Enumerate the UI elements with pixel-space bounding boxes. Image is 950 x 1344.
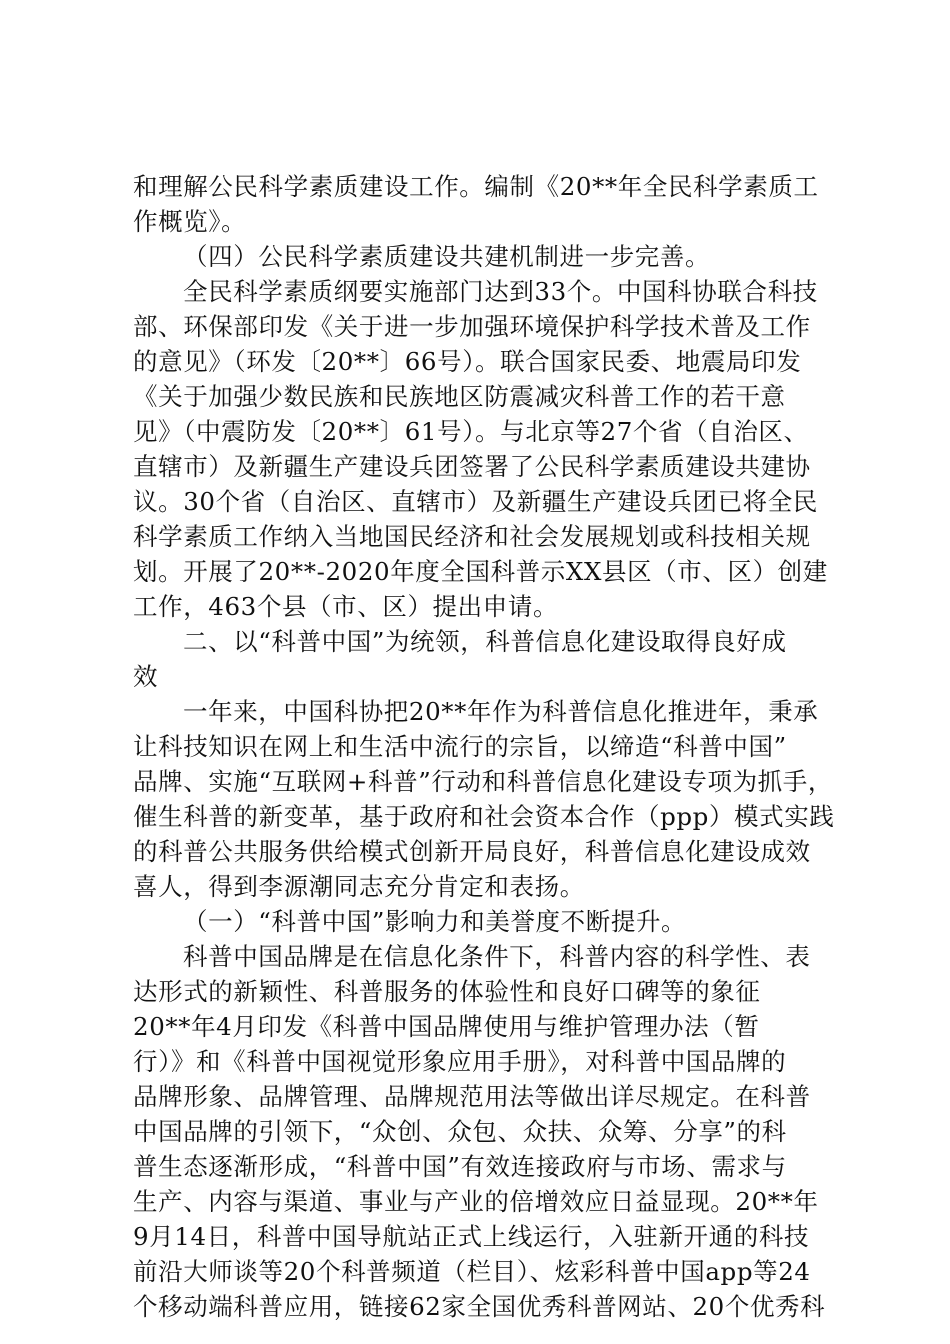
text-line: 科学素质工作纳入当地国民经济和社会发展规划或科技相关规 (133, 522, 811, 551)
section-heading: 效 (133, 662, 159, 691)
section-heading: （四）公民科学素质建设共建机制进一步完善。 (183, 242, 711, 271)
text-line: 前沿大师谈等20个科普频道（栏目）、炫彩科普中国app等24 (133, 1257, 811, 1286)
text-line: 9月14日，科普中国导航站正式上线运行，入驻新开通的科技 (133, 1222, 810, 1251)
text-line: 的科普公共服务供给模式创新开局良好，科普信息化建设成效 (133, 837, 811, 866)
text-line: 普生态逐渐形成，“科普中国”有效连接政府与市场、需求与 (133, 1152, 787, 1181)
text-line: 个移动端科普应用，链接62家全国优秀科普网站、20个优秀科 (133, 1292, 826, 1321)
text-line: 科普中国品牌是在信息化条件下，科普内容的科学性、表 (183, 942, 811, 971)
text-line: 全民科学素质纲要实施部门达到33个。中国科协联合科技 (183, 277, 818, 306)
text-line: 生产、内容与渠道、事业与产业的倍增效应日益显现。20**年 (133, 1187, 819, 1216)
text-line: 20**年4月印发《科普中国品牌使用与维护管理办法（暂 (133, 1012, 760, 1041)
text-line: 直辖市）及新疆生产建设兵团签署了公民科学素质建设共建协 (133, 452, 811, 481)
section-heading: 二、以“科普中国”为统领，科普信息化建设取得良好成 (183, 627, 787, 656)
text-line: 催生科普的新变革，基于政府和社会资本合作（ppp）模式实践 (133, 802, 835, 831)
text-line: 见》（中震防发〔20**〕61号）。与北京等27个省（自治区、 (133, 417, 809, 446)
text-line: 议。30个省（自治区、直辖市）及新疆生产建设兵团已将全民 (133, 487, 818, 516)
text-line: 作概览》。 (133, 207, 247, 236)
text-line: 行）》和《科普中国视觉形象应用手册》，对科普中国品牌的 (133, 1047, 787, 1076)
text-line: 中国品牌的引领下，“众创、众包、众扶、众筹、分享”的科 (133, 1117, 787, 1146)
text-line: 的意见》（环发〔20**〕66号）。联合国家民委、地震局印发 (133, 347, 802, 376)
text-line: 划。开展了20**-2020年度全国科普示XX县区（市、区）创建 (133, 557, 828, 586)
text-line: 达形式的新颖性、科普服务的体验性和良好口碑等的象征 (133, 977, 761, 1006)
text-line: 《关于加强少数民族和民族地区防震减灾科普工作的若干意 (133, 382, 786, 411)
text-line: 部、环保部印发《关于进一步加强环境保护科学技术普及工作 (133, 312, 811, 341)
text-line: 一年来，中国科协把20**年作为科普信息化推进年，秉承 (183, 697, 819, 726)
text-line: 让科技知识在网上和生活中流行的宗旨，以缔造“科普中国” (133, 732, 787, 761)
text-line: 品牌形象、品牌管理、品牌规范用法等做出详尽规定。在科普 (133, 1082, 811, 1111)
text-line: 品牌、实施“互联网+科普”行动和科普信息化建设专项为抓手， (133, 767, 833, 796)
section-heading: （一）“科普中国”影响力和美誉度不断提升。 (183, 907, 687, 936)
text-line: 工作，463个县（市、区）提出申请。 (133, 592, 559, 621)
text-line: 喜人，得到李源潮同志充分肯定和表扬。 (133, 872, 585, 901)
text-line: 和理解公民科学素质建设工作。编制《20**年全民科学素质工 (133, 172, 819, 201)
